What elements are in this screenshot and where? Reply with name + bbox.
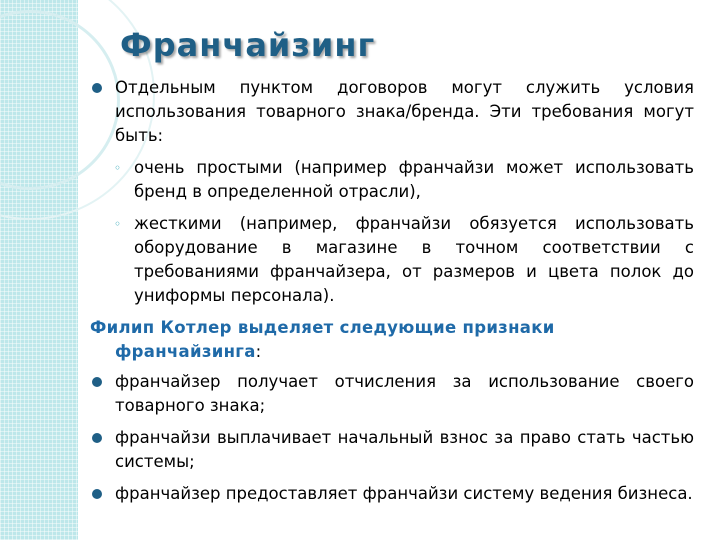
subbullet-simple <box>90 156 694 204</box>
feature-text: франчайзер получает отчисления за использование своего товарного знака; <box>115 372 694 415</box>
ring-bullet-icon: ◦ <box>114 217 122 231</box>
ring-bullet-icon: ◦ <box>114 161 122 175</box>
bullet-dot-icon <box>92 83 102 93</box>
kotler-heading <box>90 316 694 364</box>
slide-title: Франчайзинг <box>120 26 376 64</box>
feature-business-system <box>90 482 694 506</box>
kotler-heading-line2: франчайзинга <box>115 342 256 361</box>
subbullet-strict <box>90 212 694 308</box>
feature-text: франчайзи выплачивает начальный взнос за право стать частью системы; <box>115 428 694 471</box>
kotler-colon: : <box>255 342 262 361</box>
feature-text: франчайзер предоставляет франчайзи систему ведения бизнеса. <box>115 484 693 503</box>
subbullet-text: жесткими (например, франчайзи обязуется использовать оборудование в магазине в точном соответствии с требованиями франчайзера, от размеров и цвета полок до униформы персонала). <box>134 214 694 305</box>
bullet-dot-icon <box>92 433 102 443</box>
subbullet-text: очень простыми (например франчайзи может использовать бренд в определенной отрасли), <box>134 158 694 201</box>
bullet-contract-terms <box>90 76 694 148</box>
kotler-heading-line1: Филип Котлер выделяет следующие признаки <box>90 318 555 337</box>
feature-initial-fee <box>90 426 694 474</box>
bullet-dot-icon <box>92 489 102 499</box>
feature-royalties <box>90 370 694 418</box>
bullet-text: Отдельным пунктом договоров могут служить условия использования товарного знака/бренда. Эти требования могут быть: <box>115 78 694 145</box>
bullet-dot-icon <box>92 377 102 387</box>
slide-content <box>90 76 694 514</box>
